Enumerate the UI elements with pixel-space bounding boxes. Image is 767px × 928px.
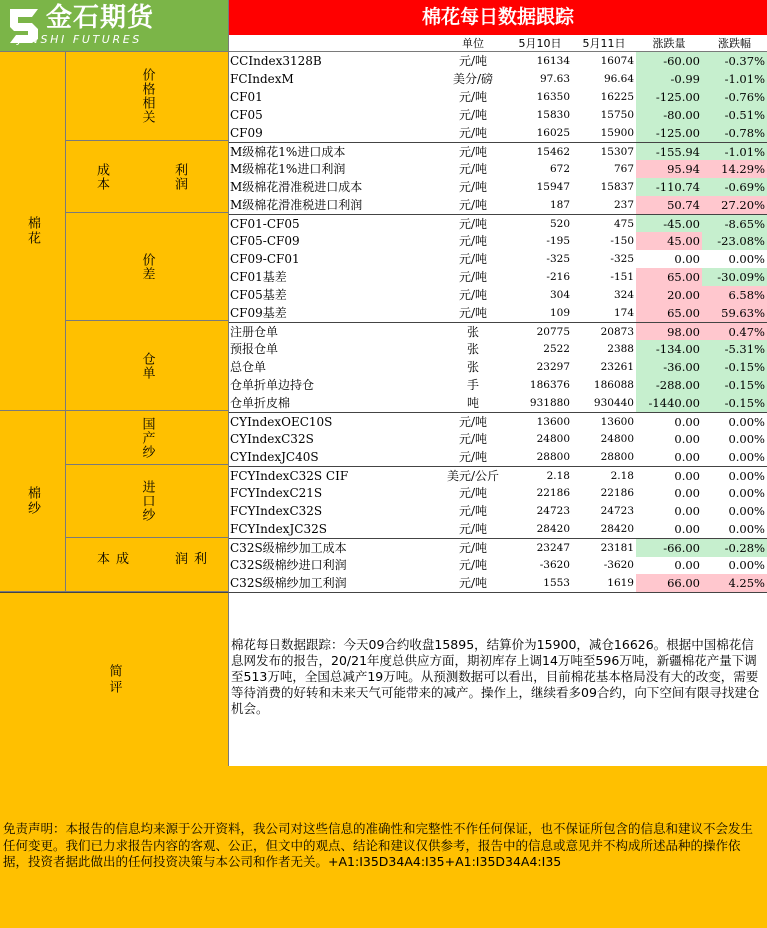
row-name: 总仓单 — [230, 360, 267, 374]
row-change: -155.94 — [636, 143, 702, 161]
row-pct: -0.69% — [702, 178, 767, 196]
row-unit: 元/吨 — [458, 252, 488, 266]
row-name: CF09基差 — [230, 306, 287, 320]
row-value-date2: 28420 — [600, 523, 634, 535]
row-pct: 0.00% — [728, 558, 765, 572]
row-value-date2: 15750 — [600, 109, 634, 121]
table-row — [229, 484, 767, 502]
header-date2: 5月11日 — [572, 35, 636, 52]
row-change: 65.00 — [636, 304, 702, 322]
row-value-date1: 15947 — [536, 181, 570, 193]
subcategory-price: 价格相关 — [66, 52, 229, 141]
disclaimer: 免责声明：本报告的信息均来源于公开资料，我公司对这些信息的准确性和完整性不作任何保证，也不保证所包含的信息和建议不会发生任何变更。我们已力求报告内容的客观、公正，但文中的观点、结论和建议仅供参考，报告中的信息或意见并不构成所述品种的操作依据，投资者据此做出的任何投资决策与本公司和作者无关。+A1:I35D34A4:I35+A1:I35D34A4:I35 — [0, 766, 767, 928]
row-change: 45.00 — [636, 232, 702, 250]
category-yarn: 棉纱 — [0, 411, 66, 592]
table-row — [229, 160, 767, 178]
row-value-date1: 187 — [549, 199, 570, 211]
row-pct: -8.65% — [702, 215, 767, 233]
subcategory-spread: 价差 — [66, 213, 229, 321]
row-unit: 美元/公斤 — [446, 469, 500, 483]
row-value-date2: -3620 — [603, 559, 634, 571]
table-row — [229, 88, 767, 106]
subcategory-cost-label: 成本 — [94, 162, 109, 191]
row-value-date2: 237 — [613, 199, 634, 211]
row-pct: 0.00% — [728, 432, 765, 446]
row-value-date2: 174 — [613, 307, 634, 319]
row-unit: 手 — [466, 378, 479, 392]
table-row — [229, 268, 767, 286]
row-value-date1: 520 — [549, 218, 570, 230]
row-value-date1: 16134 — [536, 55, 570, 67]
row-unit: 元/吨 — [458, 180, 488, 194]
row-value-date1: 24723 — [536, 505, 570, 517]
row-change: -36.00 — [636, 358, 702, 376]
row-name: 注册仓单 — [230, 325, 279, 339]
table-row — [229, 286, 767, 304]
row-change: 20.00 — [636, 286, 702, 304]
row-pct: 59.63% — [702, 304, 767, 322]
row-unit: 元/吨 — [458, 162, 488, 176]
row-name: CYIndexOEC10S — [230, 415, 333, 429]
row-value-date2: 22186 — [600, 487, 634, 499]
row-value-date2: 28800 — [600, 451, 634, 463]
row-change: -60.00 — [636, 52, 702, 70]
row-value-date2: 96.64 — [603, 73, 634, 85]
row-change: -80.00 — [636, 106, 702, 124]
row-change: -125.00 — [636, 88, 702, 106]
row-pct: 0.00% — [728, 522, 765, 536]
row-name: M级棉花滑准税进口成本 — [230, 180, 363, 194]
table-row — [229, 538, 767, 556]
row-name: 仓单折单边持仓 — [230, 378, 315, 392]
row-pct: -30.09% — [702, 268, 767, 286]
row-value-date2: 23181 — [600, 542, 634, 554]
row-unit: 元/吨 — [458, 306, 488, 320]
table-row — [229, 466, 767, 484]
row-value-date1: 2.18 — [546, 470, 570, 482]
row-name: C32S级棉纱加工利润 — [230, 576, 347, 590]
row-change: 95.94 — [636, 160, 702, 178]
row-value-date1: 16025 — [536, 127, 570, 139]
row-value-date2: 13600 — [600, 416, 634, 428]
table-row — [229, 304, 767, 322]
row-change: 0.00 — [674, 486, 700, 500]
table-row — [229, 124, 767, 142]
row-value-date1: 15830 — [536, 109, 570, 121]
table-row — [229, 178, 767, 196]
row-value-date2: 23261 — [600, 361, 634, 373]
row-pct: 0.00% — [728, 469, 765, 483]
row-name: CF01-CF05 — [230, 217, 300, 231]
table-row — [229, 250, 767, 268]
row-pct: 0.00% — [728, 486, 765, 500]
row-unit: 元/吨 — [458, 541, 488, 555]
table-row — [229, 142, 767, 160]
row-name: CF05-CF09 — [230, 234, 300, 248]
row-change: 0.00 — [674, 522, 700, 536]
row-unit: 张 — [466, 325, 479, 339]
row-pct: 0.00% — [728, 252, 765, 266]
row-unit: 元/吨 — [458, 126, 488, 140]
row-value-date1: 1553 — [543, 577, 570, 589]
row-unit: 元/吨 — [458, 234, 488, 248]
row-name: C32S级棉纱加工成本 — [230, 541, 347, 555]
row-value-date1: 13600 — [536, 416, 570, 428]
row-value-date1: 23297 — [536, 361, 570, 373]
row-value-date1: -325 — [546, 253, 570, 265]
report-header — [0, 0, 767, 52]
row-name: CYIndexJC40S — [230, 450, 319, 464]
row-change: -0.99 — [636, 70, 702, 88]
row-name: M级棉花滑准税进口利润 — [230, 198, 363, 212]
row-name: CCIndex3128B — [230, 54, 322, 68]
row-unit: 吨 — [466, 396, 479, 410]
row-unit: 元/吨 — [458, 54, 488, 68]
row-value-date1: 23247 — [536, 542, 570, 554]
row-value-date1: 24800 — [536, 433, 570, 445]
row-change: 0.00 — [674, 558, 700, 572]
row-change: 0.00 — [674, 432, 700, 446]
row-unit: 元/吨 — [458, 522, 488, 536]
row-value-date1: -195 — [546, 235, 570, 247]
row-value-date1: 97.63 — [539, 73, 570, 85]
row-unit: 元/吨 — [458, 108, 488, 122]
row-change: 0.00 — [674, 469, 700, 483]
row-change: 0.00 — [674, 252, 700, 266]
row-unit: 元/吨 — [458, 217, 488, 231]
table-row — [229, 232, 767, 250]
subcategory-domestic-yarn: 国产纱 — [66, 411, 229, 465]
row-pct: -0.76% — [702, 88, 767, 106]
header-date1: 5月10日 — [508, 35, 572, 52]
row-name: FCYIndexJC32S — [230, 522, 327, 536]
table-row — [229, 412, 767, 430]
row-name: C32S级棉纱进口利润 — [230, 558, 347, 572]
row-name: FCYIndexC32S — [230, 504, 323, 518]
table-row — [229, 358, 767, 376]
row-unit: 元/吨 — [458, 145, 488, 159]
row-value-date2: 1619 — [607, 577, 634, 589]
row-pct: 4.25% — [702, 574, 767, 592]
table-row — [229, 322, 767, 340]
summary-label: 简评 — [0, 592, 229, 766]
row-name: CYIndexC32S — [230, 432, 314, 446]
table-row — [229, 214, 767, 232]
table-row — [229, 340, 767, 358]
row-change: 0.00 — [674, 415, 700, 429]
table-row — [229, 448, 767, 466]
subcategory-cost-profit — [66, 141, 229, 213]
row-value-date2: 186088 — [593, 379, 634, 391]
row-value-date1: -216 — [546, 271, 570, 283]
row-value-date2: 16225 — [600, 91, 634, 103]
row-change: -45.00 — [636, 215, 702, 233]
subcategory-yarn-profit-label: 利润 — [172, 551, 206, 566]
row-name: CF05 — [230, 108, 263, 122]
row-pct: -0.15% — [702, 358, 767, 376]
row-change: 98.00 — [636, 323, 702, 341]
row-value-date1: 22186 — [536, 487, 570, 499]
table-row — [229, 502, 767, 520]
table-row — [229, 430, 767, 448]
row-pct: 27.20% — [702, 196, 767, 214]
row-value-date1: 304 — [549, 289, 570, 301]
table-row — [229, 196, 767, 214]
row-unit: 元/吨 — [458, 432, 488, 446]
row-unit: 元/吨 — [458, 486, 488, 500]
row-name: CF05基差 — [230, 288, 287, 302]
row-pct: -1.01% — [702, 70, 767, 88]
brand-subtitle: JINSHI FUTURES — [18, 33, 142, 46]
row-pct: 0.47% — [702, 323, 767, 341]
row-value-date1: 28800 — [536, 451, 570, 463]
row-value-date2: 324 — [613, 289, 634, 301]
row-name: CF09-CF01 — [230, 252, 300, 266]
table-row — [229, 394, 767, 412]
row-change: -134.00 — [636, 340, 702, 358]
row-pct: 14.29% — [702, 160, 767, 178]
header-name — [229, 35, 438, 52]
row-value-date1: 20775 — [536, 326, 570, 338]
row-pct: -23.08% — [702, 232, 767, 250]
row-unit: 元/吨 — [458, 415, 488, 429]
row-change: -110.74 — [636, 178, 702, 196]
row-pct: 6.58% — [702, 286, 767, 304]
row-pct: -5.31% — [702, 340, 767, 358]
table-row — [229, 106, 767, 124]
row-pct: 0.00% — [728, 504, 765, 518]
row-value-date2: 15900 — [600, 127, 634, 139]
row-name: FCYIndexC21S — [230, 486, 323, 500]
row-value-date2: 15307 — [600, 146, 634, 158]
row-change: 50.74 — [636, 196, 702, 214]
row-value-date2: -150 — [610, 235, 634, 247]
row-pct: -0.51% — [702, 106, 767, 124]
row-name: CF01基差 — [230, 270, 287, 284]
row-unit: 张 — [466, 342, 479, 356]
row-value-date2: 20873 — [600, 326, 634, 338]
table-row — [229, 376, 767, 394]
row-pct: -0.15% — [702, 376, 767, 394]
report-title: 棉花每日数据跟踪 — [229, 0, 767, 35]
row-change: 0.00 — [674, 504, 700, 518]
row-value-date1: 28420 — [536, 523, 570, 535]
row-name: M级棉花1%进口成本 — [230, 145, 346, 159]
row-name: FCYIndexC32S CIF — [230, 469, 349, 483]
row-unit: 张 — [466, 360, 479, 374]
row-change: 0.00 — [674, 450, 700, 464]
row-value-date1: -3620 — [539, 559, 570, 571]
summary-text: 棉花每日数据跟踪：今天09合约收盘15895，结算价为15900，减仓16626。根据中国棉花信息网发布的报告，20/21年度总供应方面，期初库存上调14万吨至596万吨，新疆棉花产量下调至513万吨，全国总减产19万吨。从预测数据可以看出，目前棉花基本格局没有大的改变，需要等待消费的好转和未来天气可能带来的减产。操作上，继续看多09合约，向下空间有限寻找建仓机会。 — [229, 592, 767, 766]
row-value-date1: 186376 — [529, 379, 570, 391]
subcategory-profit-label: 利润 — [172, 162, 187, 191]
brand-name: 金石期货 — [46, 3, 155, 33]
row-pct: -0.37% — [702, 52, 767, 70]
row-name: FCIndexM — [230, 72, 294, 86]
row-unit: 元/吨 — [458, 90, 488, 104]
row-value-date2: 2388 — [607, 343, 634, 355]
table-row — [229, 574, 767, 592]
row-unit: 美分/磅 — [452, 72, 494, 86]
subcategory-yarn-cost-profit — [66, 538, 229, 592]
table-row — [229, 520, 767, 538]
table-row — [229, 52, 767, 70]
row-pct: 0.00% — [728, 415, 765, 429]
row-value-date1: 2522 — [543, 343, 570, 355]
row-unit: 元/吨 — [458, 288, 488, 302]
row-value-date2: 16074 — [600, 55, 634, 67]
row-change: -125.00 — [636, 124, 702, 142]
row-value-date2: 767 — [613, 163, 634, 175]
table-row — [229, 70, 767, 88]
row-value-date1: 672 — [549, 163, 570, 175]
row-unit: 元/吨 — [458, 450, 488, 464]
row-value-date1: 931880 — [529, 397, 570, 409]
row-change: -288.00 — [636, 376, 702, 394]
row-value-date2: -151 — [610, 271, 634, 283]
row-unit: 元/吨 — [458, 198, 488, 212]
subcategory-import-yarn: 进口纱 — [66, 465, 229, 538]
row-value-date2: 15837 — [600, 181, 634, 193]
header-unit: 单位 — [438, 35, 508, 52]
row-change: -1440.00 — [636, 394, 702, 412]
row-pct: -0.78% — [702, 124, 767, 142]
row-pct: -1.01% — [702, 143, 767, 161]
subcategory-warehouse: 仓单 — [66, 321, 229, 411]
row-pct: -0.15% — [702, 394, 767, 412]
row-value-date1: 109 — [549, 307, 570, 319]
row-unit: 元/吨 — [458, 576, 488, 590]
table-row — [229, 556, 767, 574]
row-value-date2: 475 — [613, 218, 634, 230]
subcategory-yarn-cost-label: 成本 — [94, 551, 128, 566]
row-unit: 元/吨 — [458, 270, 488, 284]
row-unit: 元/吨 — [458, 504, 488, 518]
row-name: CF09 — [230, 126, 263, 140]
header-pct: 涨跌幅 — [702, 35, 767, 52]
row-value-date1: 15462 — [536, 146, 570, 158]
row-value-date1: 16350 — [536, 91, 570, 103]
row-value-date2: 2.18 — [610, 470, 634, 482]
row-name: CF01 — [230, 90, 263, 104]
row-value-date2: 24723 — [600, 505, 634, 517]
row-value-date2: 24800 — [600, 433, 634, 445]
row-pct: -0.28% — [702, 539, 767, 557]
row-pct: 0.00% — [728, 450, 765, 464]
header-change: 涨跌量 — [636, 35, 702, 52]
row-value-date2: -325 — [610, 253, 634, 265]
row-name: M级棉花1%进口利润 — [230, 162, 346, 176]
category-cotton: 棉花 — [0, 52, 66, 411]
row-value-date2: 930440 — [593, 397, 634, 409]
brand-logo — [0, 0, 229, 52]
row-unit: 元/吨 — [458, 558, 488, 572]
row-name: 预报仓单 — [230, 342, 279, 356]
row-name: 仓单折皮棉 — [230, 396, 291, 410]
row-change: 66.00 — [636, 574, 702, 592]
row-change: -66.00 — [636, 539, 702, 557]
row-change: 65.00 — [636, 268, 702, 286]
